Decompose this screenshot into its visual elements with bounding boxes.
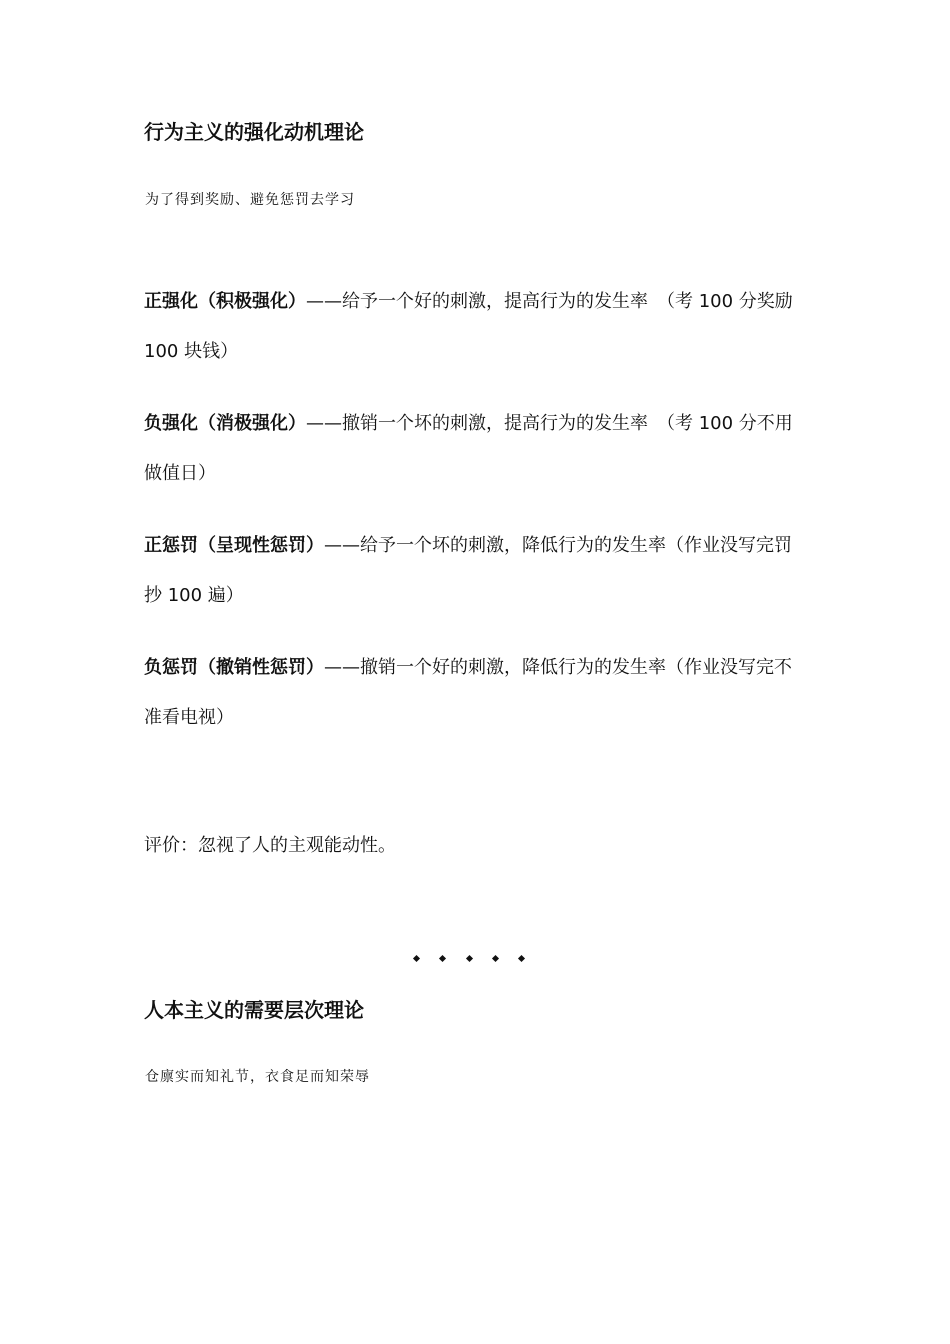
item-term: 负惩罚（撤销性惩罚） <box>144 657 324 678</box>
item-description: ——撤销一个坏的刺激，提高行为的发生率 （考 100 分不用做值日） <box>144 413 793 484</box>
divider-dot <box>439 954 446 961</box>
item-term: 正强化（积极强化） <box>144 291 306 312</box>
divider-dot <box>413 954 420 961</box>
section-title-humanism: 人本主义的需要层次理论 <box>144 998 364 1022</box>
item-negative-punishment <box>144 643 804 743</box>
evaluation-text: 评价：忽视了人的主观能动性。 <box>144 835 396 856</box>
item-description: ——给予一个坏的刺激，降低行为的发生率（作业没写完罚抄 100 遍） <box>144 535 792 606</box>
divider-dot <box>492 954 499 961</box>
section-title-behaviorism: 行为主义的强化动机理论 <box>144 120 364 144</box>
item-term: 正惩罚（呈现性惩罚） <box>144 535 324 556</box>
item-negative-reinforcement <box>144 399 804 499</box>
divider-dot <box>518 954 525 961</box>
section-subtitle-humanism: 仓廪实而知礼节，衣食足而知荣辱 <box>145 1069 370 1085</box>
section-divider <box>414 950 524 966</box>
item-term: 负强化（消极强化） <box>144 413 306 434</box>
section-subtitle-behaviorism: 为了得到奖励、避免惩罚去学习 <box>145 192 355 208</box>
item-positive-punishment <box>144 521 804 621</box>
item-description: ——给予一个好的刺激，提高行为的发生率 （考 100 分奖励 100 块钱） <box>144 291 793 362</box>
divider-dot <box>465 954 472 961</box>
item-description: ——撤销一个好的刺激，降低行为的发生率（作业没写完不准看电视） <box>144 657 792 728</box>
item-positive-reinforcement <box>144 277 804 377</box>
